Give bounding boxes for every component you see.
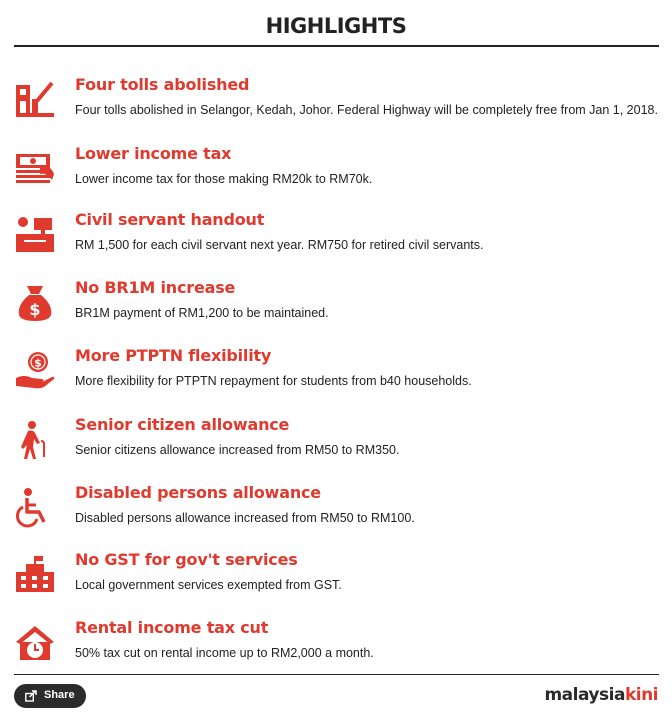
house-clock-icon xyxy=(14,622,56,664)
item-description: Four tolls abolished in Selangor, Kedah, Johor. Federal Highway will be completely free from Jan 1, 2018. xyxy=(75,103,658,117)
header xyxy=(0,0,672,48)
list-item xyxy=(0,483,672,543)
share-button[interactable] xyxy=(14,684,86,708)
money-stack-icon xyxy=(14,148,56,190)
list-item xyxy=(0,618,672,678)
bottom-divider xyxy=(14,674,659,675)
svg-text:$: $ xyxy=(34,356,42,370)
list-item xyxy=(0,75,672,135)
civil-servant-desk-icon xyxy=(14,214,56,256)
item-description: Local government services exempted from GST. xyxy=(75,578,342,592)
list-item xyxy=(0,210,672,270)
item-description: BR1M payment of RM1,200 to be maintained. xyxy=(75,306,329,320)
brand-logo xyxy=(544,685,658,705)
wheelchair-icon xyxy=(14,487,56,529)
item-title: Lower income tax xyxy=(75,144,232,163)
share-icon xyxy=(25,690,37,702)
item-description: Disabled persons allowance increased from RM50 to RM100. xyxy=(75,511,415,525)
item-title: Civil servant handout xyxy=(75,210,265,229)
toll-gate-icon xyxy=(14,79,56,121)
item-title: No GST for gov't services xyxy=(75,550,298,569)
list-item xyxy=(0,415,672,475)
government-building-icon xyxy=(14,554,56,596)
item-description: Senior citizens allowance increased from RM50 to RM350. xyxy=(75,443,400,457)
item-title: Four tolls abolished xyxy=(75,75,250,94)
item-title: Senior citizen allowance xyxy=(75,415,290,434)
brand-text-malaysia: malaysia xyxy=(544,685,625,705)
list-item xyxy=(0,550,672,610)
hand-coin-icon xyxy=(14,350,56,392)
svg-text:$: $ xyxy=(29,300,41,319)
top-divider xyxy=(14,45,659,47)
item-description: RM 1,500 for each civil servant next year. RM750 for retired civil servants. xyxy=(75,238,484,252)
item-title: Rental income tax cut xyxy=(75,618,269,637)
item-title: No BR1M increase xyxy=(75,278,236,297)
item-title: More PTPTN flexibility xyxy=(75,346,272,365)
item-title: Disabled persons allowance xyxy=(75,483,321,502)
list-item xyxy=(0,278,672,338)
senior-citizen-icon xyxy=(14,419,56,461)
item-description: More flexibility for PTPTN repayment for students from b40 households. xyxy=(75,374,472,388)
page-title: HIGHLIGHTS xyxy=(265,14,407,38)
money-bag-icon xyxy=(14,282,56,324)
brand-text-kini: kini xyxy=(624,685,658,705)
list-item xyxy=(0,144,672,204)
list-item xyxy=(0,346,672,406)
item-description: 50% tax cut on rental income up to RM2,000 a month. xyxy=(75,646,374,660)
share-label: Share xyxy=(44,689,75,701)
item-description: Lower income tax for those making RM20k to RM70k. xyxy=(75,172,373,186)
